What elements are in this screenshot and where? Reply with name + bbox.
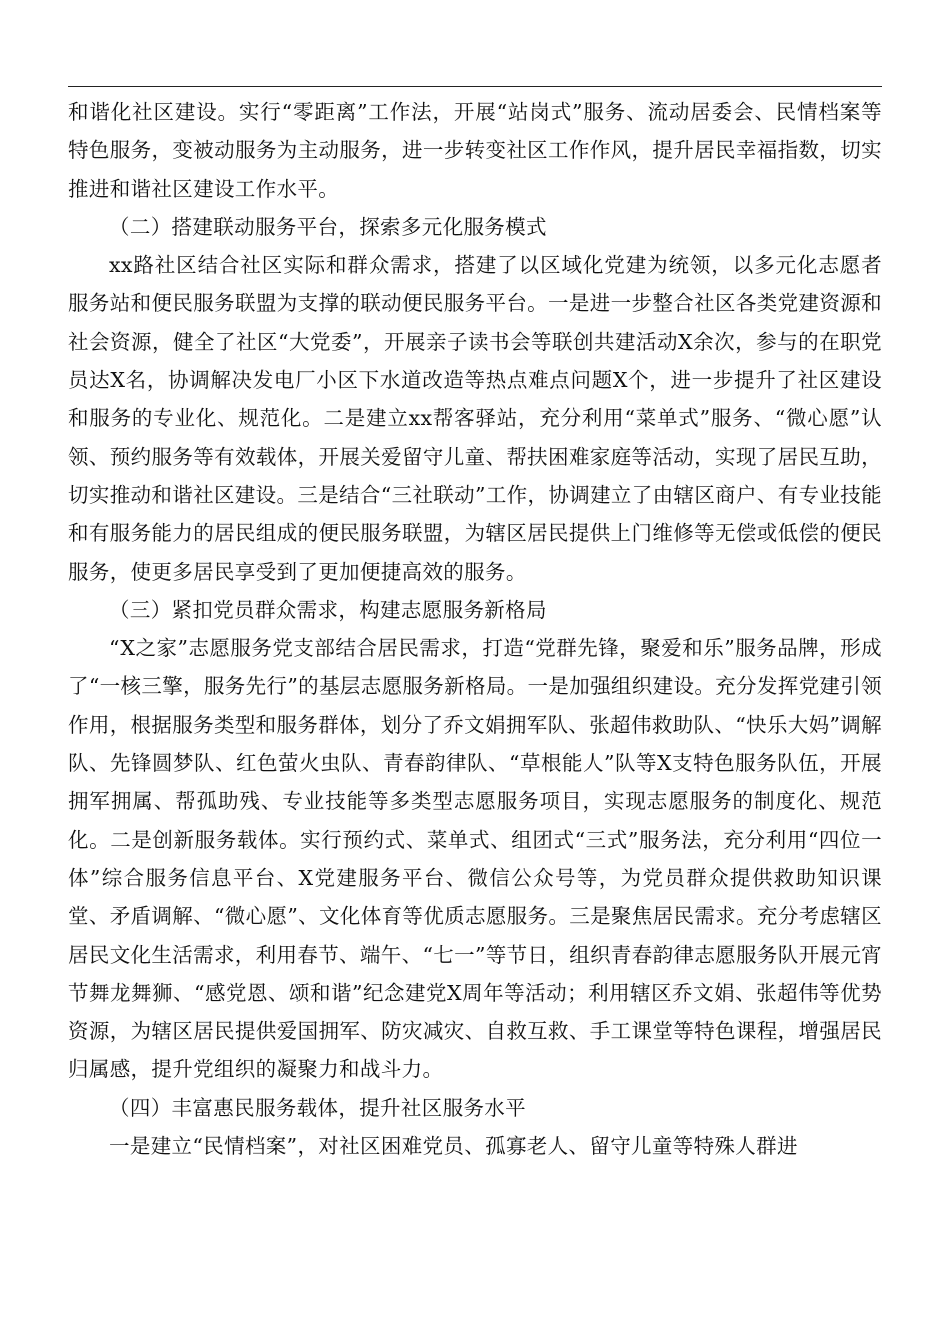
section-heading-3: （三）紧扣党员群众需求，构建志愿服务新格局 bbox=[109, 597, 547, 622]
body-paragraph-volunteer-service: “X之家”志愿服务党支部结合居民需求，打造“党群先锋，聚爱和乐”服务品牌，形成了“一核三擎，服务先行”的基层志愿服务新格局。一是加强组织建设。充分发挥党建引领作用，根据服务类型和服务群体，划分了乔文娟拥军队、张超伟救助队、“快乐大妈”调解队、先锋圆梦队、红色萤火虫队、青春韵律队、“草根能人”队等X支特色服务队伍，开展拥军拥属、帮孤助残、专业技能等多类型志愿服务项目，实现志愿服务的制度化、规范化。二是创新服务载体。实行预约式、菜单式、组团式“三式”服务法，充分利用“四位一体”综合服务信息平台、X党建服务平台、微信公众号等，为党员群众提供救助知识课堂、矛盾调解、“微心愿”、文化体育等优质志愿服务。三是聚焦居民需求。充分考虑辖区居民文化生活需求，利用春节、端午、“七一”等节日，组织青春韵律志愿服务队开展元宵节舞龙舞狮、“感党恩、颂和谐”纪念建党X周年等活动；利用辖区乔文娟、张超伟等优势资源，为辖区居民提供爱国拥军、防灾减灾、自救互救、手工课堂等特色课程，增强居民归属感，提升党组织的凝聚力和战斗力。 bbox=[68, 636, 882, 1082]
body-paragraph-continued: 和谐化社区建设。实行“零距离”工作法，开展“站岗式”服务、流动居委会、民情档案等特色服务，变被动服务为主动服务，进一步转变社区工作作风，提升居民幸福指数，切实推进和谐社区建设工作水平。 bbox=[68, 100, 882, 201]
header-rule bbox=[68, 86, 882, 87]
body-paragraph-civil-archives: 一是建立“民情档案”，对社区困难党员、孤寡老人、留守儿童等特殊人群进 bbox=[109, 1134, 798, 1159]
section-heading-2: （二）搭建联动服务平台，探索多元化服务模式 bbox=[109, 214, 547, 239]
section-heading-4: （四）丰富惠民服务载体，提升社区服务水平 bbox=[109, 1095, 526, 1120]
body-paragraph-service-platform: xx路社区结合社区实际和群众需求，搭建了以区域化党建为统领，以多元化志愿者服务站和便民服务联盟为支撑的联动便民服务平台。一是进一步整合社区各类党建资源和社会资源，健全了社区“大党委”，开展亲子读书会等联创共建活动X余次，参与的在职党员达X名，协调解决发电厂小区下水道改造等热点难点问题X个，进一步提升了社区建设和服务的专业化、规范化。二是建立xx帮客驿站，充分利用“菜单式”服务、“微心愿”认领、预约服务等有效载体，开展关爱留守儿童、帮扶困难家庭等活动，实现了居民互助，切实推动和谐社区建设。三是结合“三社联动”工作，协调建立了由辖区商户、有专业技能和有服务能力的居民组成的便民服务联盟，为辖区居民提供上门维修等无偿或低偿的便民服务，使更多居民享受到了更加便捷高效的服务。 bbox=[68, 253, 882, 584]
document-body bbox=[68, 93, 882, 1165]
document-page bbox=[68, 86, 882, 1165]
